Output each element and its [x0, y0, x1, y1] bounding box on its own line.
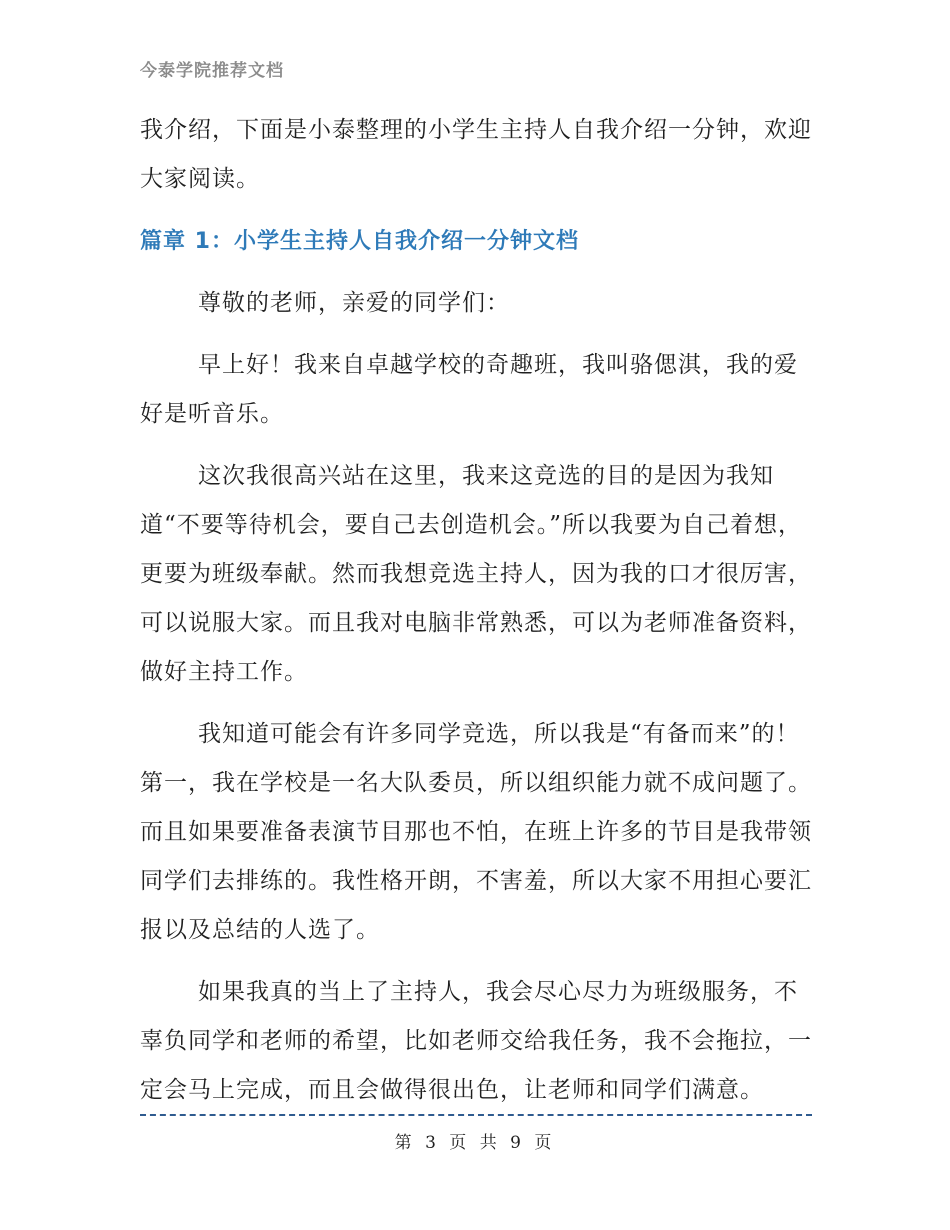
intro-paragraph: 我介绍，下面是小泰整理的小学生主持人自我介绍一分钟，欢迎大家阅读。 [140, 117, 812, 192]
body-paragraph: 我知道可能会有许多同学竞选，所以我是“有备而来”的！第一，我在学校是一名大队委员，所以组织能力就不成问题了。而且如果要准备表演节目那也不怕，在班上许多的节目是我带领同学们去排练的。我性格开朗，不害羞，所以大家不用担心要汇报以及总结的人选了。 [140, 721, 812, 943]
body-paragraph: 早上好！我来自卓越学校的奇趣班，我叫骆偲淇，我的爱好是听音乐。 [140, 352, 798, 427]
footer-divider [140, 1114, 812, 1116]
salutation-paragraph: 尊敬的老师，亲爱的同学们： [198, 290, 510, 316]
document-header: 今泰学院推荐文档 [140, 61, 284, 81]
body-paragraph: 如果我真的当上了主持人，我会尽心尽力为班级服务，不辜负同学和老师的希望，比如老师交给我任务，我不会拖拉，一定会马上完成，而且会做得很出色，让老师和同学们满意。 [140, 979, 812, 1103]
body-paragraph: 这次我很高兴站在这里，我来这竞选的目的是因为我知道“不要等待机会，要自己去创造机会。”所以我要为自己着想，更要为班级奉献。然而我想竞选主持人，因为我的口才很厉害，可以说服大家。而且我对电脑非常熟悉，可以为老师准备资料，做好主持工作。 [140, 463, 812, 685]
page-number: 第 3 页 共 9 页 [394, 1133, 556, 1153]
chapter-title: 篇章 1：小学生主持人自我介绍一分钟文档 [140, 229, 579, 254]
document-body [140, 106, 820, 1128]
